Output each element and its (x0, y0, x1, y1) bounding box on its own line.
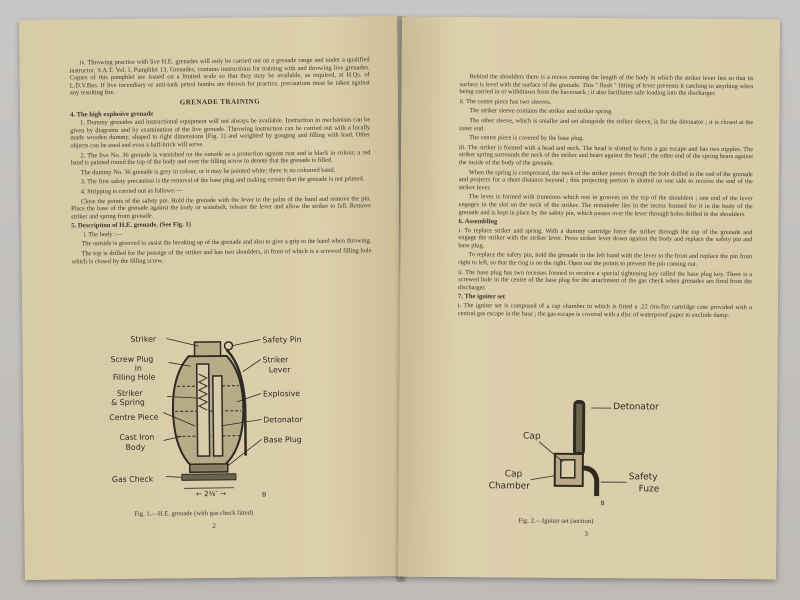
label-striker-lever: Striker (262, 355, 289, 365)
left-page (19, 16, 403, 580)
section-title: GRENADE TRAINING (179, 97, 261, 107)
label-screw-plug: Screw Plug (110, 354, 154, 365)
label-striker-spring-2: & Spring (111, 397, 145, 408)
paragraph: 3. The first safety precaution is the removal of the base plug and making certain that the grenade is not primed. (80, 175, 365, 186)
label-cap-chamber: Cap (504, 469, 523, 480)
label-explosive: Explosive (262, 389, 301, 399)
subheading-assembling: 6. Assembling (458, 218, 498, 226)
figure-caption: Fig. 1.—H.E. grenade (with gas check fitted) (134, 509, 254, 518)
igniter-figure (478, 385, 719, 517)
label-gas-check: Gas Check (111, 474, 154, 485)
label-safety-fuze: Safety (628, 472, 658, 483)
paragraph: The top is drilled for the passage of the striker and has two shoulders, in front of which is a screwed filling hole which is closed by the filling screw. (71, 247, 372, 266)
label-filling-hole: Filling Hole (112, 372, 156, 383)
label-detonator: Detonator (263, 415, 303, 425)
label-dimension: ← 2⅜″ → (196, 489, 227, 499)
paragraph: The centre piece is covered by the base plug. (469, 134, 584, 143)
label-safety-fuze-2: Fuze (638, 484, 660, 495)
label-b-mark: B (262, 491, 267, 499)
paragraph: ii. The centre piece has two sleeves. (459, 97, 552, 106)
label-base-plug: Base Plug (263, 435, 302, 445)
paragraph: To replace the safety pin, hold the grenade in the left hand with the lever to the front and replace the pin from right to left, so that the ring is on the right. Open out the points to prevent the pin coming out. (458, 251, 753, 268)
label-b-mark: B (600, 500, 605, 508)
body-label: i. The body :— (83, 230, 123, 239)
right-text-column (458, 73, 754, 321)
subheading-he-grenade: 4. The high explosive grenade (70, 110, 154, 119)
label-cap: Cap (522, 431, 541, 442)
figure-caption: Fig. 2.—Igniter set (section) (518, 517, 594, 526)
paragraph: i. The igniter set is composed of a cap chamber in which is fitted a .22 rim-fire cartridge case provided with a central gas escape in the base ; the gas escape is covered with a disc of waterproof paper to exclude damp. (457, 302, 752, 319)
label-cast-iron-body: Body (125, 442, 146, 452)
subheading-description: 5. Description of H.E. grenade. (See Fig. 1) (71, 221, 191, 230)
igniter-diagram (478, 385, 719, 517)
label-safety-pin: Safety Pin (262, 335, 302, 345)
paragraph: ii. The base plug has two recesses formed to receive a special tightening key called the base plug key. There is a screwed hole in the centre of the base plug for the attachment of the gas check when grenades are fired from the discharger. (458, 268, 753, 292)
subheading-igniter-set: 7. The igniter set (457, 293, 506, 301)
grenade-figure (110, 315, 352, 508)
label-cast-iron: Cast Iron (119, 432, 155, 442)
paragraph: When the spring is compressed, the neck of the striker passes through the hole drilled in the end of the grenade and projects for a short distance beyond ; this projecting portion is slotted on one side to receive the end of the striker lever. (458, 168, 753, 192)
paragraph: i. To replace striker and spring. With a dummy cartridge force the striker through the top of the grenade and engage the striker with the striker lever. Press striker lever down against the body and replace the safety pin and base plug. (458, 226, 753, 250)
paragraph: The other sleeve, which is smaller and set alongside the striker sleeve, is for the detonator ; it is closed at the inner end. (459, 117, 754, 132)
label-striker-spring: Striker (116, 388, 143, 398)
right-page (398, 17, 780, 580)
paragraph: 4. Stripping is carried out as follows:— (80, 187, 182, 196)
label-centre-piece: Centre Piece (109, 412, 159, 423)
paragraph: The outside is grooved to assist the breaking up of the grenade and also to give a grip to the hand when throwing. (81, 237, 372, 248)
left-text-column (69, 56, 371, 267)
page-number: 3 (584, 529, 588, 538)
paragraph: iii. The striker is formed with a head and neck. The head is slotted to form a gas escape and has two nipples. The striker spring surrounds the neck of the striker and bears against the head ; the other end of the spring bears against the inside of the body of the grenade. (458, 143, 754, 167)
paragraph: 2. The live No. 36 grenade is varnished on the outside as a protection against rust and is black in colour; a red band is painted round the top of the body and over the filling screw to denote that the grenade is filled. (70, 148, 371, 167)
label-in: in (134, 363, 142, 373)
paragraph: The lever is formed with trunnions which rest in grooves on the top of the shoulders ; one end of the lever engages in the slot on the neck of the striker. The remainder lies in the recess formed for it in the body of the grenade and is kept in place by the safety pin, which passes over the lever through holes drilled in the shoulders. (458, 193, 753, 218)
label-detonator: Detonator (613, 402, 659, 413)
label-striker-lever-2: Lever (268, 365, 291, 375)
paragraph: Close the points of the safety pin. Hold the grenade with the lever in the palm of the hand and remove the pin. Place the base of the grenade against the body or waistbelt, release the lever and allow the striker to fall. Remove striker and spring from grenade. (71, 194, 372, 221)
intro-paragraph: iv. Throwing practice with live H.E. grenades will only be carried out on a grenade range and under a qualified instructor. S.A.T. Vol. I, Pamphlet 13, Grenades, contains instructions for training with and throwing live grenades. Copies of this pamphlet are issued on a limited scale so that they may be available, as required, at H.Qs. of L.D.V.Bns. If live incendiary or anti-tank petrol bombs are thrown for practice, precautions must be taken against any resulting fire. (69, 56, 370, 97)
page-number: 2 (212, 521, 216, 530)
label-cap-chamber-2: Chamber (488, 481, 530, 492)
paragraph: The dummy No. 36 grenade is grey in colour, or it may be painted white; there is no coloured band. (80, 166, 336, 177)
label-striker: Striker (130, 334, 157, 344)
paragraph: Behind the shoulders there is a recess running the length of the body in which the striker lever lies so that its surface is level with the surface of the grenade. This " flush " fitting of lever prevents it catching in anything when being carried in or withdrawn from the haversack ; it also facilitates safe loading into the discharger. (459, 73, 754, 98)
paragraph: The striker sleeve contains the striker and striker spring. (469, 107, 613, 116)
paragraph: 1. Dummy grenades and instructional equipment will not always be available. Instruction in mechanism can be given by diagrams and by examination of the live grenade. Throwing instruction can be carried out with a locally made wooden dummy, shaped to right dimensions (Fig. 1) and weighted by gouging and filling with lead. Other objects can be used and even a half-brick will serve. (70, 116, 371, 150)
